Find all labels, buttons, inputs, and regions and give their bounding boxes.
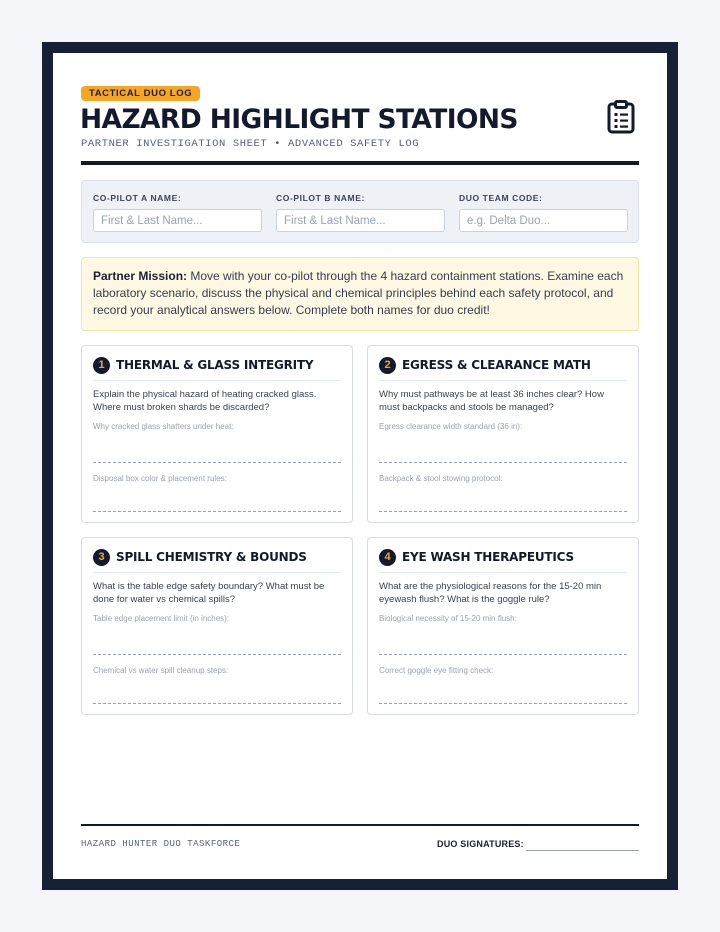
team-code-input[interactable] xyxy=(459,209,628,232)
mission-box xyxy=(81,257,639,331)
signature-line[interactable] xyxy=(526,850,639,851)
station-card-4 xyxy=(367,537,639,715)
station-card-2 xyxy=(367,345,639,523)
station-number: 2 xyxy=(379,357,396,374)
footer-divider xyxy=(81,824,639,826)
answer-line[interactable] xyxy=(93,462,341,463)
copilot-a-input[interactable] xyxy=(93,209,262,232)
answer-label: Why cracked glass shatters under heat: xyxy=(93,422,234,431)
mission-text: Move with your co-pilot through the 4 hazard containment stations. Examine each laboratory scenario, discuss the physical and chemical principles behind each safety protocol, and record your analytical answers below. Complete both names for duo credit! xyxy=(93,269,624,317)
page-subtitle: PARTNER INVESTIGATION SHEET • ADVANCED SAFETY LOG xyxy=(81,138,420,150)
station-question: Why must pathways be at least 36 inches clear? How must backpacks and stools be managed? xyxy=(379,389,604,413)
station-header xyxy=(93,549,341,573)
header-badge: TACTICAL DUO LOG xyxy=(81,86,200,101)
answer-line[interactable] xyxy=(379,703,627,704)
station-number: 4 xyxy=(379,549,396,566)
station-title: EYE WASH THERAPEUTICS xyxy=(402,550,574,564)
header-divider xyxy=(81,161,639,165)
station-header xyxy=(379,549,627,573)
station-card-1 xyxy=(81,345,353,523)
station-question: What are the physiological reasons for the 15-20 min eyewash flush? What is the goggle rule? xyxy=(379,581,602,605)
copilot-a-label: CO-PILOT A NAME: xyxy=(93,193,182,203)
copilot-b-label: CO-PILOT B NAME: xyxy=(276,193,365,203)
answer-line[interactable] xyxy=(379,511,627,512)
station-question: What is the table edge safety boundary? What must be done for water vs chemical spills? xyxy=(93,581,325,605)
answer-label: Biological necessity of 15-20 min flush: xyxy=(379,614,517,623)
answer-label: Table edge placement limit (in inches): xyxy=(93,614,230,623)
answer-label: Chemical vs water spill cleanup steps: xyxy=(93,666,229,675)
answer-line[interactable] xyxy=(93,654,341,655)
team-code-label: DUO TEAM CODE: xyxy=(459,193,543,203)
page-title: HAZARD HIGHLIGHT STATIONS xyxy=(80,104,518,135)
copilot-b-group xyxy=(276,193,445,232)
answer-label: Backpack & stool stowing protocol: xyxy=(379,474,503,483)
footer-taskforce: HAZARD HUNTER DUO TASKFORCE xyxy=(81,839,241,849)
answer-label: Disposal box color & placement rules: xyxy=(93,474,227,483)
signatures-label: DUO SIGNATURES: xyxy=(437,839,524,849)
team-code-group xyxy=(459,193,628,232)
names-panel xyxy=(81,180,639,243)
clipboard-icon xyxy=(606,100,636,134)
copilot-b-input[interactable] xyxy=(276,209,445,232)
answer-label: Correct goggle eye fitting check: xyxy=(379,666,494,675)
answer-line[interactable] xyxy=(379,654,627,655)
station-header xyxy=(93,357,341,381)
station-title: SPILL CHEMISTRY & BOUNDS xyxy=(116,550,307,564)
answer-line[interactable] xyxy=(379,462,627,463)
station-title: EGRESS & CLEARANCE MATH xyxy=(402,358,591,372)
station-title: THERMAL & GLASS INTEGRITY xyxy=(116,358,314,372)
mission-lead: Partner Mission: xyxy=(93,269,188,283)
copilot-a-group xyxy=(93,193,262,232)
station-number: 3 xyxy=(93,549,110,566)
answer-line[interactable] xyxy=(93,703,341,704)
station-number: 1 xyxy=(93,357,110,374)
station-header xyxy=(379,357,627,381)
answer-line[interactable] xyxy=(93,511,341,512)
answer-label: Egress clearance width standard (36 in): xyxy=(379,422,523,431)
station-card-3 xyxy=(81,537,353,715)
station-question: Explain the physical hazard of heating cracked glass. Where must broken shards be discarded? xyxy=(93,389,317,413)
